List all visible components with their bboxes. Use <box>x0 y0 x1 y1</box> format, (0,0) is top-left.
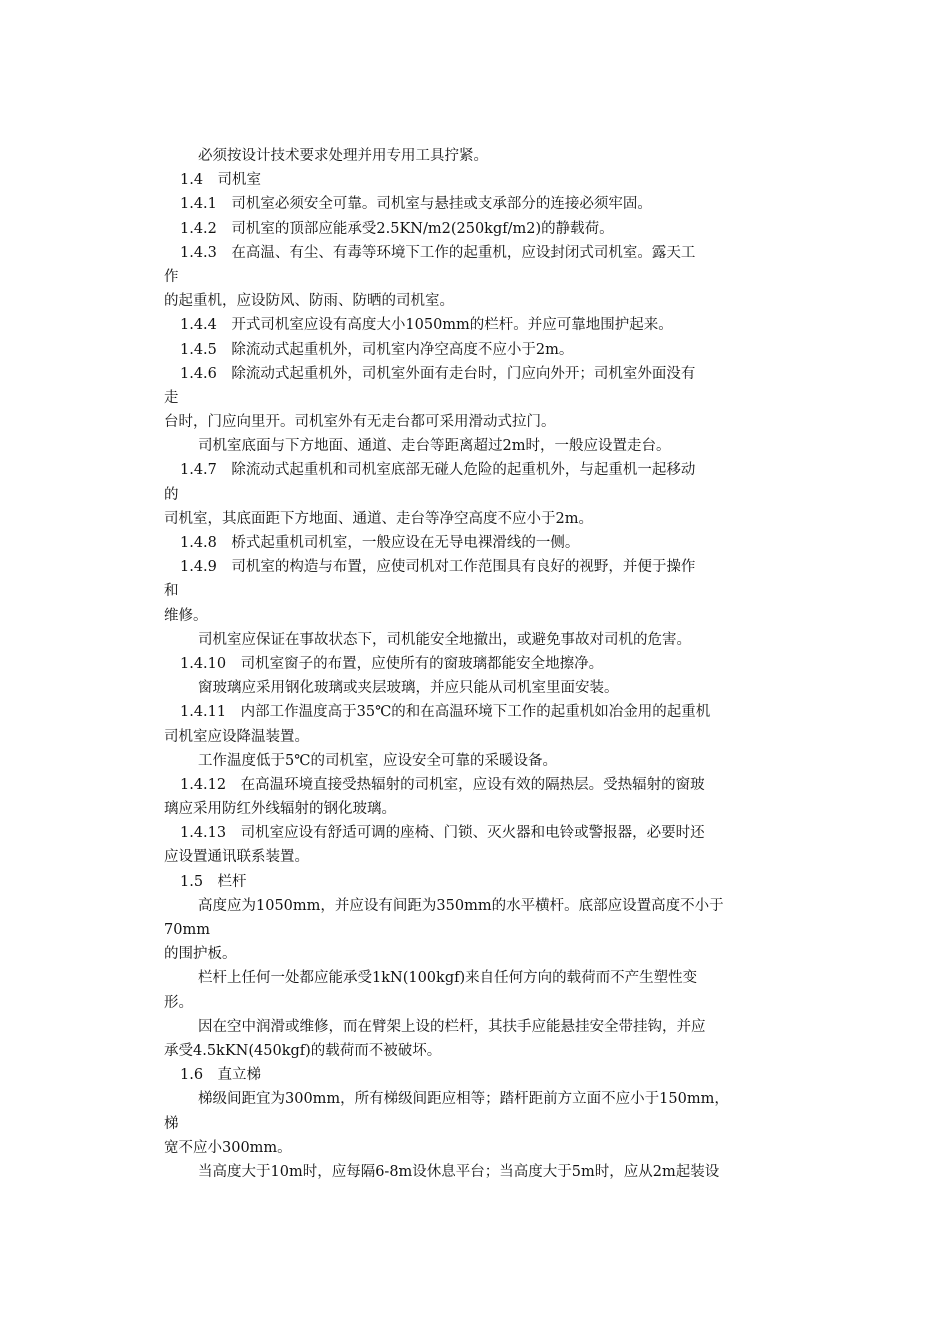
text-line: 的 <box>164 486 179 503</box>
document-body <box>164 144 794 1184</box>
text-line: 司机室应设降温装置。 <box>164 728 309 745</box>
text-line: 1.4.13 司机室应设有舒适可调的座椅、门锁、灭火器和电铃或警报器，必要时还 <box>180 825 705 842</box>
text-line: 作 <box>164 268 179 285</box>
text-line: 1.5 栏杆 <box>180 873 247 890</box>
text-line: 高度应为1050mm，并应设有间距为350mm的水平横杆。底部应设置高度不小于 <box>198 897 724 914</box>
text-line: 司机室，其底面距下方地面、通道、走台等净空高度不应小于2m。 <box>164 510 593 527</box>
text-line: 台时，门应向里开。司机室外有无走台都可采用滑动式拉门。 <box>164 414 556 431</box>
text-line: 宽不应小300mm。 <box>164 1139 292 1156</box>
text-line: 司机室底面与下方地面、通道、走台等距离超过2m时，一般应设置走台。 <box>198 438 671 455</box>
text-line: 1.4.1 司机室必须安全可靠。司机室与悬挂或支承部分的连接必须牢固。 <box>180 196 652 213</box>
text-line: 1.4.2 司机室的顶部应能承受2.5KN/m2(250kgf/m2)的静载荷。 <box>180 220 614 237</box>
text-line: 的起重机，应设防风、防雨、防晒的司机室。 <box>164 293 454 310</box>
text-line: 1.4.4 开式司机室应设有高度大小1050mm的栏杆。并应可靠地围护起来。 <box>180 317 673 334</box>
text-line: 必须按设计技术要求处理并用专用工具拧紧。 <box>198 148 488 164</box>
text-line: 梯 <box>164 1115 179 1132</box>
text-line: 走 <box>164 389 179 406</box>
text-line: 1.4.10 司机室窗子的布置，应使所有的窗玻璃都能安全地擦净。 <box>180 655 604 672</box>
text-line: 和 <box>164 583 179 600</box>
text-line: 璃应采用防红外线辐射的钢化玻璃。 <box>164 801 396 818</box>
text-line: 当高度大于10m时，应每隔6-8m设休息平台；当高度大于5m时，应从2m起装设 <box>198 1163 720 1180</box>
text-line: 应设置通讯联系装置。 <box>164 849 309 866</box>
text-line: 工作温度低于5℃的司机室，应设安全可靠的采暖设备。 <box>198 752 557 769</box>
text-line: 1.4.12 在高温环境直接受热辐射的司机室，应设有效的隔热层。受热辐射的窗玻 <box>180 776 705 793</box>
text-line: 1.4.5 除流动式起重机外，司机室内净空高度不应小于2m。 <box>180 341 574 358</box>
text-line: 1.4.11 内部工作温度高于35℃的和在高温环境下工作的起重机如冶金用的起重机 <box>180 704 711 721</box>
text-line: 窗玻璃应采用钢化玻璃或夹层玻璃，并应只能从司机室里面安装。 <box>198 680 619 697</box>
text-line: 维修。 <box>164 607 208 624</box>
text-line: 1.4.9 司机室的构造与布置，应使司机对工作范围具有良好的视野，并便于操作 <box>180 559 696 576</box>
text-line: 70mm <box>164 922 210 938</box>
text-line: 因在空中润滑或维修，而在臂架上设的栏杆，其扶手应能悬挂安全带挂钩，并应 <box>198 1018 706 1035</box>
text-line: 梯级间距宜为300mm，所有梯级间距应相等；踏杆距前方立面不应小于150mm， <box>198 1091 729 1108</box>
text-line: 栏杆上任何一处都应能承受1kN(100kgf)来自任何方向的载荷而不产生塑性变 <box>198 970 698 987</box>
text-line: 1.6 直立梯 <box>180 1067 262 1084</box>
text-line: 承受4.5kKN(450kgf)的载荷而不被破坏。 <box>164 1042 442 1059</box>
text-line: 1.4.7 除流动式起重机和司机室底部无碰人危险的起重机外，与起重机一起移动 <box>180 462 696 479</box>
text-line: 1.4.3 在高温、有尘、有毒等环境下工作的起重机，应设封闭式司机室。露天工 <box>180 244 696 261</box>
text-line: 1.4 司机室 <box>180 172 262 189</box>
text-line: 1.4.6 除流动式起重机外，司机室外面有走台时，门应向外开；司机室外面没有 <box>180 365 696 382</box>
text-line: 1.4.8 桥式起重机司机室，一般应设在无导电裸滑线的一侧。 <box>180 535 580 551</box>
text-line: 的围护板。 <box>164 946 237 963</box>
text-line: 司机室应保证在事故状态下，司机能安全地撤出，或避免事故对司机的危害。 <box>198 631 691 648</box>
text-line: 形。 <box>164 994 193 1011</box>
